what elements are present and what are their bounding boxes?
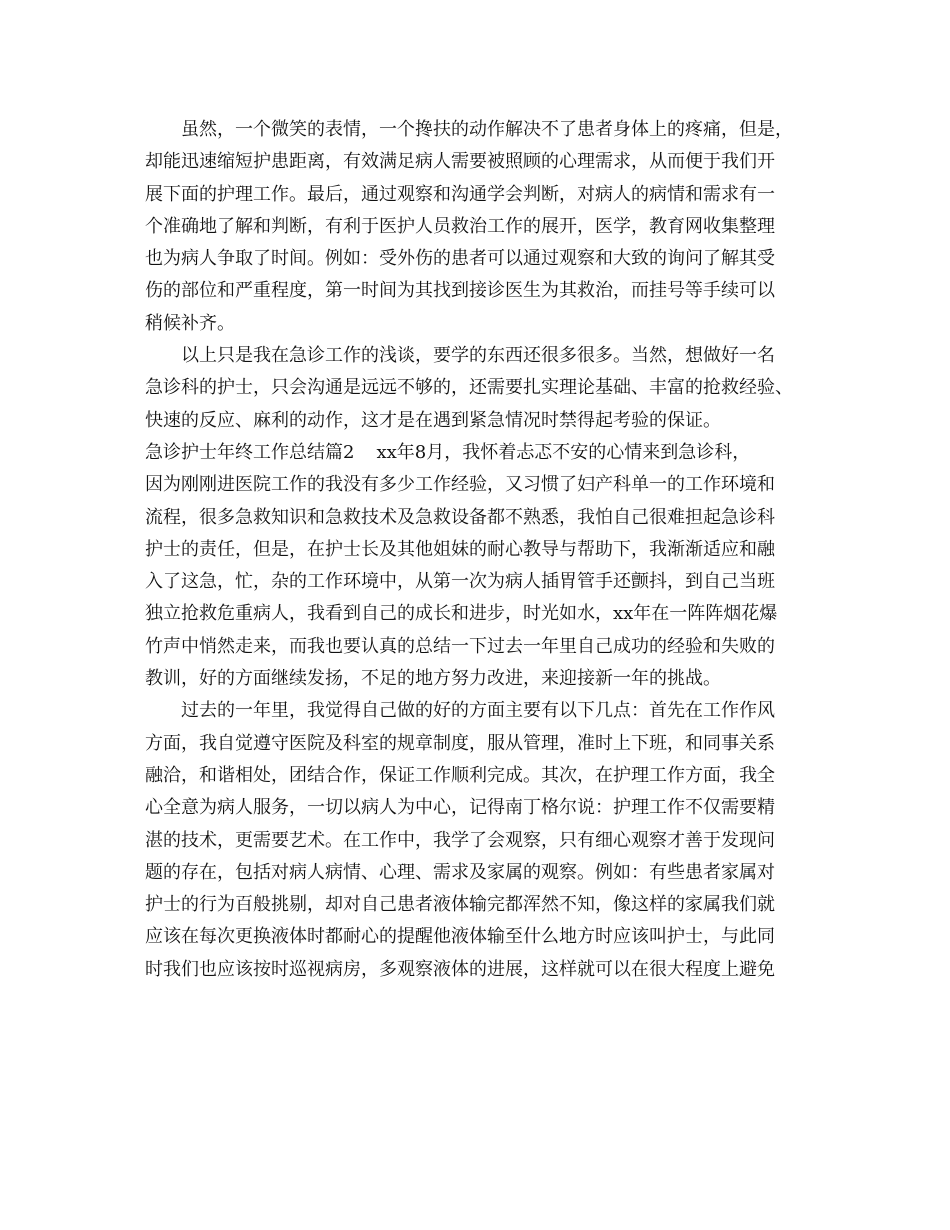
- paragraph-line: 应该在每次更换液体时都耐心的提醒他液体输至什么地方时应该叫护士，与此同: [145, 926, 775, 948]
- paragraph-line: 展下面的护理工作。最后，通过观察和沟通学会判断，对病人的病情和需求有一: [145, 183, 775, 205]
- paragraph-line: 题的存在，包括对病人病情、心理、需求及家属的观察。例如：有些患者家属对: [145, 861, 775, 883]
- paragraph-line: 却能迅速缩短护患距离，有效满足病人需要被照顾的心理需求，从而便于我们开: [145, 151, 775, 173]
- paragraph-line: 竹声中悄然走来，而我也要认真的总结一下过去一年里自己成功的经验和失败的: [145, 635, 775, 657]
- paragraph-line: 以上只是我在急诊工作的浅谈，要学的东西还很多很多。当然，想做好一名: [181, 345, 775, 367]
- document-body: [145, 114, 805, 986]
- paragraph-line: 虽然，一个微笑的表情，一个搀扶的动作解决不了患者身体上的疼痛，但是，: [181, 119, 793, 140]
- section-title: 急诊护士年终工作总结篇2: [145, 441, 355, 463]
- paragraph-line: 急诊科的护士，只会沟通是远远不够的，还需要扎实理论基础、丰富的抢救经验、: [145, 377, 793, 399]
- paragraph-line: 护士的行为百般挑剔，却对自己患者液体输完都浑然不知，像这样的家属我们就: [145, 894, 775, 916]
- paragraph-line: 过去的一年里，我觉得自己做的好的方面主要有以下几点：首先在工作作风: [181, 700, 775, 722]
- paragraph-line: 也为病人争取了时间。例如：受外伤的患者可以通过观察和大致的询问了解其受: [145, 248, 775, 270]
- paragraph-line: 融洽，和谐相处，团结合作，保证工作顺利完成。其次，在护理工作方面，我全: [145, 764, 775, 786]
- paragraph-line: 流程，很多急救知识和急救技术及急救设备都不熟悉，我怕自己很难担起急诊科: [145, 506, 775, 528]
- paragraph-line: 护士的责任，但是，在护士长及其他姐妹的耐心教导与帮助下，我渐渐适应和融: [145, 538, 775, 560]
- paragraph-line: 因为刚刚进医院工作的我没有多少工作经验，又习惯了妇产科单一的工作环境和: [145, 474, 775, 496]
- section-heading-line: [145, 437, 805, 469]
- paragraph-line: 个准确地了解和判断，有利于医护人员救治工作的展开，医学，教育网收集整理: [145, 215, 775, 237]
- paragraph-line: 湛的技术，更需要艺术。在工作中，我学了会观察，只有细心观察才善于发现问: [145, 829, 775, 851]
- paragraph-line: 心全意为病人服务，一切以病人为中心，记得南丁格尔说：护理工作不仅需要精: [145, 797, 775, 819]
- paragraph-line: 教训，好的方面继续发扬，不足的地方努力改进，来迎接新一年的挑战。: [145, 668, 721, 690]
- paragraph-line: 方面，我自觉遵守医院及科室的规章制度，服从管理，准时上下班，和同事关系: [145, 732, 775, 754]
- paragraph-line: 独立抢救危重病人，我看到自己的成长和进步，时光如水，xx年在一阵阵烟花爆: [145, 603, 778, 625]
- paragraph-line: 入了这急，忙，杂的工作环境中，从第一次为病人插胃管手还颤抖，到自己当班: [145, 571, 775, 593]
- paragraph-line: 快速的反应、麻利的动作，这才是在遇到紧急情况时禁得起考验的保证。: [145, 409, 721, 431]
- paragraph-line: 伤的部位和严重程度，第一时间为其找到接诊医生为其救治，而挂号等手续可以: [145, 280, 775, 302]
- paragraph-line: xx年8月，我怀着忐忑不安的心情来到急诊科，: [376, 441, 751, 463]
- paragraph-line: 时我们也应该按时巡视病房，多观察液体的进展，这样就可以在很大程度上避免: [145, 958, 775, 980]
- paragraph-line: 稍候补齐。: [145, 312, 235, 334]
